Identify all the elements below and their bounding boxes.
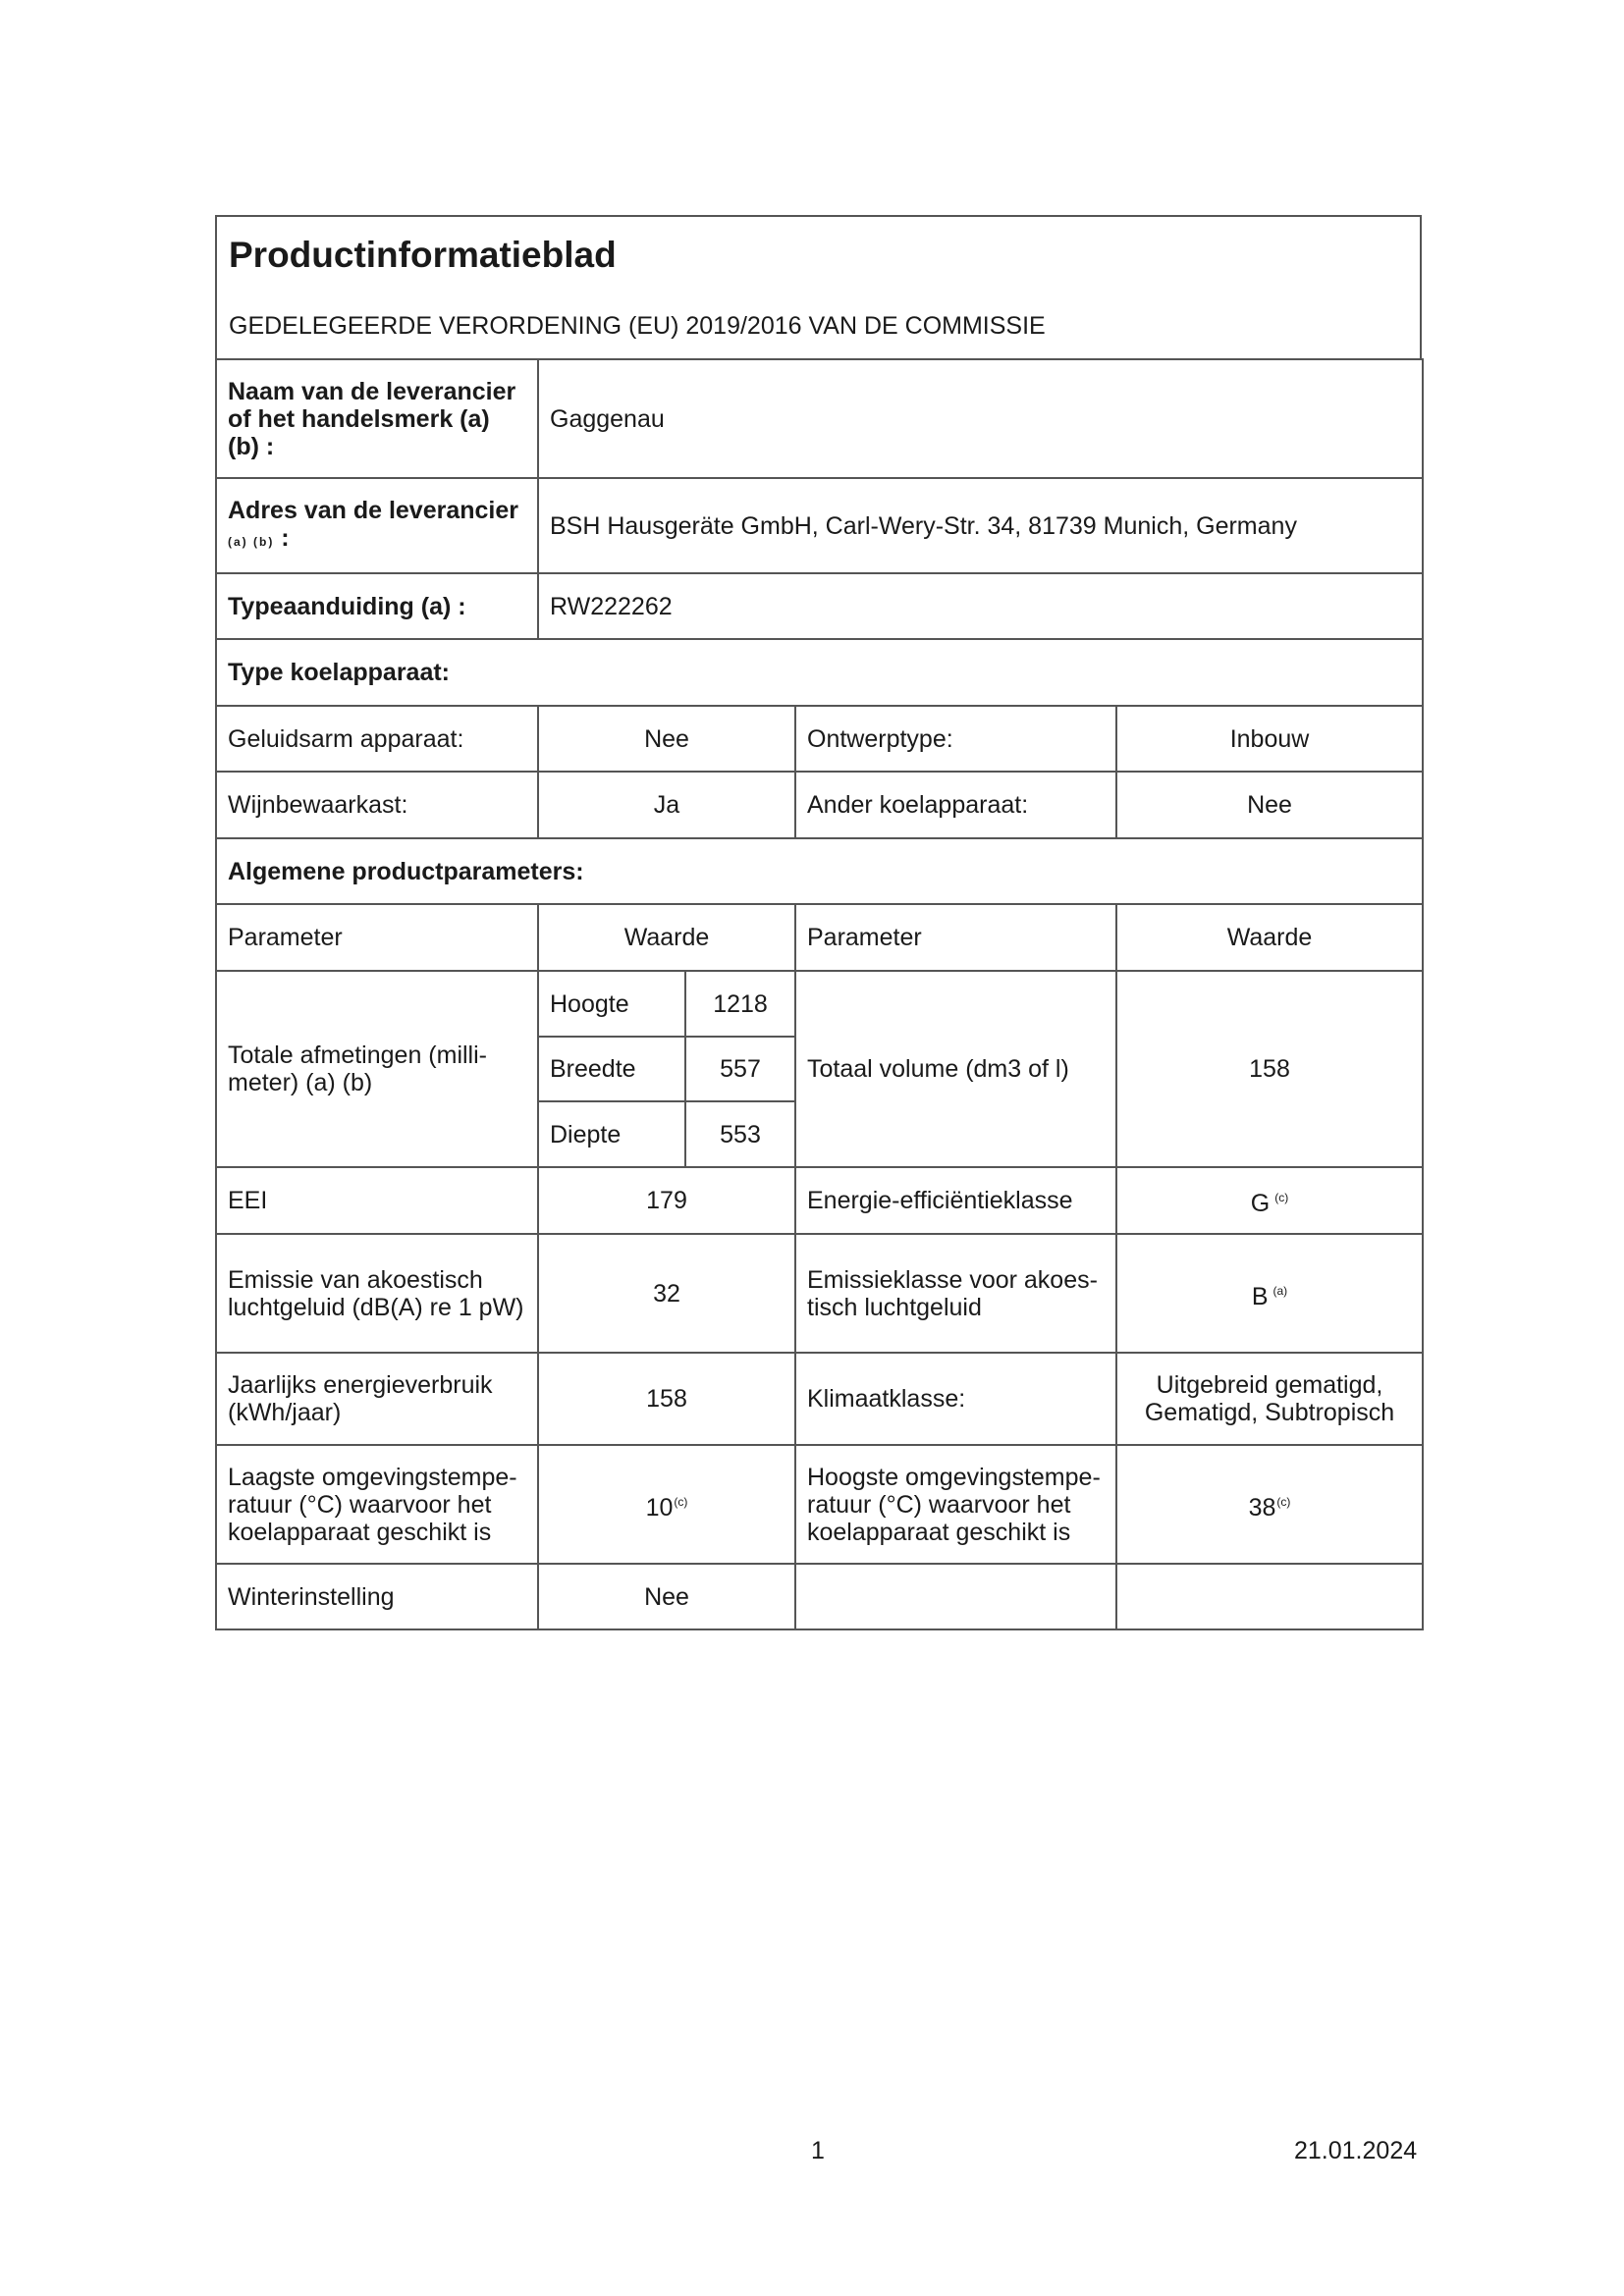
eei-row xyxy=(216,1167,1423,1234)
document-date: 21.01.2024 xyxy=(1294,2137,1418,2164)
empty-cell xyxy=(1116,1564,1423,1629)
supplier-name-label: Naam van de leverancier of het handelsmerk (a) (b) : xyxy=(216,359,538,478)
supplier-address-colon: : xyxy=(281,523,290,552)
annual-energy-value: 158 xyxy=(538,1353,795,1445)
sheet-header xyxy=(215,215,1422,358)
energy-class-cell xyxy=(1116,1167,1423,1234)
appliance-type-heading: Type koelapparaat: xyxy=(216,639,1423,706)
climate-class-value: Uitgebreid gematigd, Gematigd, Subtropisch xyxy=(1116,1353,1423,1445)
height-label: Hoogte xyxy=(538,971,685,1037)
wine-storage-label: Wijnbewaarkast: xyxy=(216,772,538,838)
col-value-header-2: Waarde xyxy=(1116,904,1423,971)
appliance-type-row-2 xyxy=(216,772,1423,838)
winter-setting-row xyxy=(216,1564,1423,1629)
max-ambient-temp-cell xyxy=(1116,1445,1423,1564)
design-type-label: Ontwerptype: xyxy=(795,706,1116,772)
other-appliance-label: Ander koelapparaat: xyxy=(795,772,1116,838)
depth-value: 553 xyxy=(685,1101,795,1167)
page-number: 1 xyxy=(811,2137,825,2164)
product-info-table xyxy=(215,358,1424,1630)
supplier-name-row xyxy=(216,359,1423,478)
ambient-temperature-row xyxy=(216,1445,1423,1564)
total-volume-value: 158 xyxy=(1116,971,1423,1167)
supplier-address-label-cell xyxy=(216,478,538,573)
page-title: Productinformatieblad xyxy=(229,235,617,275)
supplier-address-label: Adres van de leverancier xyxy=(228,496,518,524)
width-label: Breedte xyxy=(538,1037,685,1101)
energy-class-value: G xyxy=(1250,1190,1271,1217)
max-ambient-temp-label: Hoogste omgevingstempe-ratuur (°C) waarvoor het koelapparaat geschikt is xyxy=(795,1445,1116,1564)
noise-class-cell xyxy=(1116,1234,1423,1353)
width-value: 557 xyxy=(685,1037,795,1101)
dimensions-label: Totale afmetingen (milli-meter) (a) (b) xyxy=(216,971,538,1167)
appliance-type-heading-row xyxy=(216,639,1423,706)
low-noise-label: Geluidsarm apparaat: xyxy=(216,706,538,772)
model-identifier-label: Typeaanduiding (a) : xyxy=(216,573,538,639)
energy-class-note: (c) xyxy=(1274,1191,1289,1204)
general-parameters-heading: Algemene productparameters: xyxy=(216,838,1423,904)
low-noise-value: Nee xyxy=(538,706,795,772)
climate-class-label: Klimaatklasse: xyxy=(795,1353,1116,1445)
design-type-value: Inbouw xyxy=(1116,706,1423,772)
supplier-address-row xyxy=(216,478,1423,573)
winter-setting-label: Winterinstelling xyxy=(216,1564,538,1629)
empty-cell xyxy=(795,1564,1116,1629)
min-ambient-temp-label: Laagste omgevingstempe-ratuur (°C) waarvoor het koelapparaat geschikt is xyxy=(216,1445,538,1564)
regulation-subtitle: GEDELEGEERDE VERORDENING (EU) 2019/2016 VAN DE COMMISSIE xyxy=(229,312,1046,340)
energy-class-label: Energie-efficiëntieklasse xyxy=(795,1167,1116,1234)
min-ambient-temp-note: (c) xyxy=(674,1494,688,1509)
noise-class-note: (a) xyxy=(1272,1283,1288,1298)
col-parameter-header: Parameter xyxy=(216,904,538,971)
appliance-type-row-1 xyxy=(216,706,1423,772)
supplier-address-notes: (a) (b) xyxy=(228,534,275,549)
noise-class-label: Emissieklasse voor akoes-tisch luchtgeluid xyxy=(795,1234,1116,1353)
winter-setting-value: Nee xyxy=(538,1564,795,1629)
supplier-address-value: BSH Hausgeräte GmbH, Carl-Wery-Str. 34, 81739 Munich, Germany xyxy=(538,478,1423,573)
max-ambient-temp-note: (c) xyxy=(1276,1494,1291,1509)
other-appliance-value: Nee xyxy=(1116,772,1423,838)
annual-energy-label: Jaarlijks energieverbruik (kWh/jaar) xyxy=(216,1353,538,1445)
annual-energy-row xyxy=(216,1353,1423,1445)
wine-storage-value: Ja xyxy=(538,772,795,838)
column-header-row xyxy=(216,904,1423,971)
max-ambient-temp-value: 38 xyxy=(1248,1493,1276,1522)
general-parameters-heading-row xyxy=(216,838,1423,904)
total-volume-label: Totaal volume (dm3 of l) xyxy=(795,971,1116,1167)
dimensions-row-height xyxy=(216,971,1423,1037)
noise-row xyxy=(216,1234,1423,1353)
min-ambient-temp-value: 10 xyxy=(645,1493,674,1522)
supplier-name-value: Gaggenau xyxy=(538,359,1423,478)
depth-label: Diepte xyxy=(538,1101,685,1167)
height-value: 1218 xyxy=(685,971,795,1037)
eei-label: EEI xyxy=(216,1167,538,1234)
col-parameter-header-2: Parameter xyxy=(795,904,1116,971)
min-ambient-temp-cell xyxy=(538,1445,795,1564)
col-value-header: Waarde xyxy=(538,904,795,971)
noise-class-value: B xyxy=(1251,1282,1269,1310)
model-identifier-row xyxy=(216,573,1423,639)
noise-emission-label: Emissie van akoestisch luchtgeluid (dB(A) re 1 pW) xyxy=(216,1234,538,1353)
model-identifier-value: RW222262 xyxy=(538,573,1423,639)
noise-emission-value: 32 xyxy=(538,1234,795,1353)
eei-value: 179 xyxy=(538,1167,795,1234)
product-information-sheet xyxy=(215,215,1422,1630)
